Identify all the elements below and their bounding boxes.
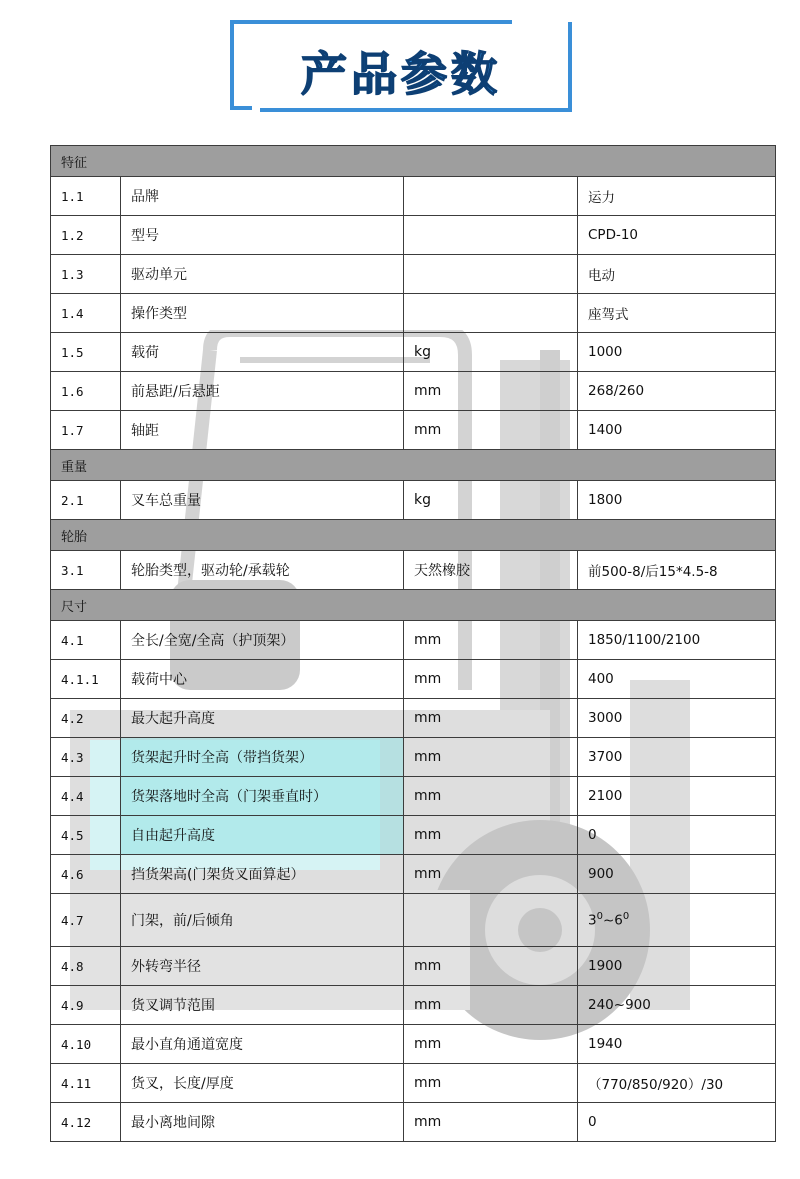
table-row: [51, 660, 776, 699]
spec-value-cell: 0: [578, 1103, 776, 1142]
spec-value-cell: 3000: [578, 699, 776, 738]
table-row: [51, 986, 776, 1025]
spec-name-cell: 货架落地时全高（门架垂直时）: [121, 777, 404, 816]
spec-name-cell: 货架起升时全高（带挡货架）: [121, 738, 404, 777]
spec-value-cell: [578, 894, 776, 947]
section-header: 特征: [51, 146, 776, 177]
spec-name-cell: 品牌: [121, 177, 404, 216]
spec-name-cell: 门架，前/后倾角: [121, 894, 404, 947]
spec-unit-cell: [404, 177, 578, 216]
page-title: 产品参数: [301, 47, 501, 101]
spec-id-cell: 4.12: [51, 1103, 121, 1142]
spec-unit-cell: mm: [404, 1064, 578, 1103]
table-row: [51, 855, 776, 894]
spec-id-cell: 3.1: [51, 551, 121, 590]
spec-value-cell: 2100: [578, 777, 776, 816]
spec-value-cell: 前500-8/后15*4.5-8: [578, 551, 776, 590]
spec-value-cell: 1940: [578, 1025, 776, 1064]
spec-name-cell: 载荷: [121, 333, 404, 372]
spec-id-cell: 4.1.1: [51, 660, 121, 699]
spec-id-cell: 2.1: [51, 481, 121, 520]
spec-id-cell: 4.2: [51, 699, 121, 738]
table-row: [51, 333, 776, 372]
spec-unit-cell: mm: [404, 947, 578, 986]
spec-name-cell: 外转弯半径: [121, 947, 404, 986]
spec-unit-cell: [404, 294, 578, 333]
section-header-row: [51, 450, 776, 481]
spec-unit-cell: mm: [404, 986, 578, 1025]
spec-table: [50, 145, 776, 1142]
spec-id-cell: 1.7: [51, 411, 121, 450]
spec-unit-cell: mm: [404, 699, 578, 738]
table-row: [51, 177, 776, 216]
spec-unit-cell: mm: [404, 621, 578, 660]
table-row: [51, 1103, 776, 1142]
table-row: [51, 699, 776, 738]
spec-unit-cell: mm: [404, 372, 578, 411]
spec-value-cell: 1900: [578, 947, 776, 986]
spec-name-cell: 自由起升高度: [121, 816, 404, 855]
table-row: [51, 1064, 776, 1103]
title-frame: [230, 20, 572, 112]
spec-value-cell: 1800: [578, 481, 776, 520]
spec-value-cell: （770/850/920）/30: [578, 1064, 776, 1103]
section-header-row: [51, 146, 776, 177]
spec-name-cell: 最小离地间隙: [121, 1103, 404, 1142]
angle-rear: ~6: [602, 912, 623, 929]
spec-unit-cell: [404, 255, 578, 294]
spec-value-cell: 1000: [578, 333, 776, 372]
angle-front: 3: [588, 912, 597, 929]
spec-name-cell: 驱动单元: [121, 255, 404, 294]
spec-id-cell: 4.10: [51, 1025, 121, 1064]
spec-unit-cell: mm: [404, 411, 578, 450]
spec-name-cell: 叉车总重量: [121, 481, 404, 520]
spec-id-cell: 1.3: [51, 255, 121, 294]
spec-value-cell: 268/260: [578, 372, 776, 411]
spec-name-cell: 轮胎类型，驱动轮/承载轮: [121, 551, 404, 590]
spec-unit-cell: mm: [404, 738, 578, 777]
spec-unit-cell: kg: [404, 481, 578, 520]
section-header: 尺寸: [51, 590, 776, 621]
table-row: [51, 372, 776, 411]
table-row: [51, 621, 776, 660]
table-row: [51, 294, 776, 333]
section-header: 轮胎: [51, 520, 776, 551]
table-row: [51, 551, 776, 590]
spec-id-cell: 4.11: [51, 1064, 121, 1103]
spec-name-cell: 最小直角通道宽度: [121, 1025, 404, 1064]
spec-name-cell: 前悬距/后悬距: [121, 372, 404, 411]
spec-name-cell: 载荷中心: [121, 660, 404, 699]
spec-value-cell: 400: [578, 660, 776, 699]
spec-unit-cell: kg: [404, 333, 578, 372]
spec-id-cell: 1.6: [51, 372, 121, 411]
spec-value-cell: 900: [578, 855, 776, 894]
spec-value-cell: 1400: [578, 411, 776, 450]
spec-unit-cell: mm: [404, 1025, 578, 1064]
spec-id-cell: 1.2: [51, 216, 121, 255]
spec-name-cell: 货叉，长度/厚度: [121, 1064, 404, 1103]
degree-mark: 0: [596, 911, 603, 923]
spec-id-cell: 4.8: [51, 947, 121, 986]
spec-id-cell: 4.4: [51, 777, 121, 816]
spec-value-cell: 座驾式: [578, 294, 776, 333]
spec-value-cell: 运力: [578, 177, 776, 216]
spec-id-cell: 4.3: [51, 738, 121, 777]
spec-name-cell: 全长/全宽/全高（护顶架）: [121, 621, 404, 660]
spec-table-body: [51, 146, 776, 1142]
spec-unit-cell: mm: [404, 1103, 578, 1142]
spec-unit-cell: [404, 894, 578, 947]
spec-unit-cell: mm: [404, 855, 578, 894]
spec-value-cell: 3700: [578, 738, 776, 777]
table-row: [51, 947, 776, 986]
spec-unit-cell: 天然橡胶: [404, 551, 578, 590]
table-row: [51, 777, 776, 816]
spec-name-cell: 型号: [121, 216, 404, 255]
spec-unit-cell: mm: [404, 816, 578, 855]
section-header: 重量: [51, 450, 776, 481]
spec-value-cell: 240~900: [578, 986, 776, 1025]
spec-value-cell: 电动: [578, 255, 776, 294]
spec-value-cell: 0: [578, 816, 776, 855]
table-row: [51, 816, 776, 855]
table-row: [51, 894, 776, 947]
spec-id-cell: 1.5: [51, 333, 121, 372]
table-row: [51, 481, 776, 520]
spec-id-cell: 4.5: [51, 816, 121, 855]
spec-name-cell: 操作类型: [121, 294, 404, 333]
spec-table-container: [50, 145, 775, 1142]
spec-value-cell: 1850/1100/2100: [578, 621, 776, 660]
section-header-row: [51, 520, 776, 551]
spec-name-cell: 最大起升高度: [121, 699, 404, 738]
section-header-row: [51, 590, 776, 621]
spec-id-cell: 4.1: [51, 621, 121, 660]
spec-name-cell: 货叉调节范围: [121, 986, 404, 1025]
spec-name-cell: 挡货架高(门架货叉面算起）: [121, 855, 404, 894]
spec-id-cell: 4.9: [51, 986, 121, 1025]
table-row: [51, 738, 776, 777]
table-row: [51, 1025, 776, 1064]
table-row: [51, 255, 776, 294]
table-row: [51, 216, 776, 255]
spec-unit-cell: [404, 216, 578, 255]
spec-id-cell: 1.4: [51, 294, 121, 333]
spec-id-cell: 1.1: [51, 177, 121, 216]
spec-id-cell: 4.6: [51, 855, 121, 894]
degree-mark: 0: [622, 911, 630, 923]
table-row: [51, 411, 776, 450]
spec-value-cell: CPD-10: [578, 216, 776, 255]
spec-name-cell: 轴距: [121, 411, 404, 450]
spec-unit-cell: mm: [404, 777, 578, 816]
spec-unit-cell: mm: [404, 660, 578, 699]
spec-id-cell: 4.7: [51, 894, 121, 947]
